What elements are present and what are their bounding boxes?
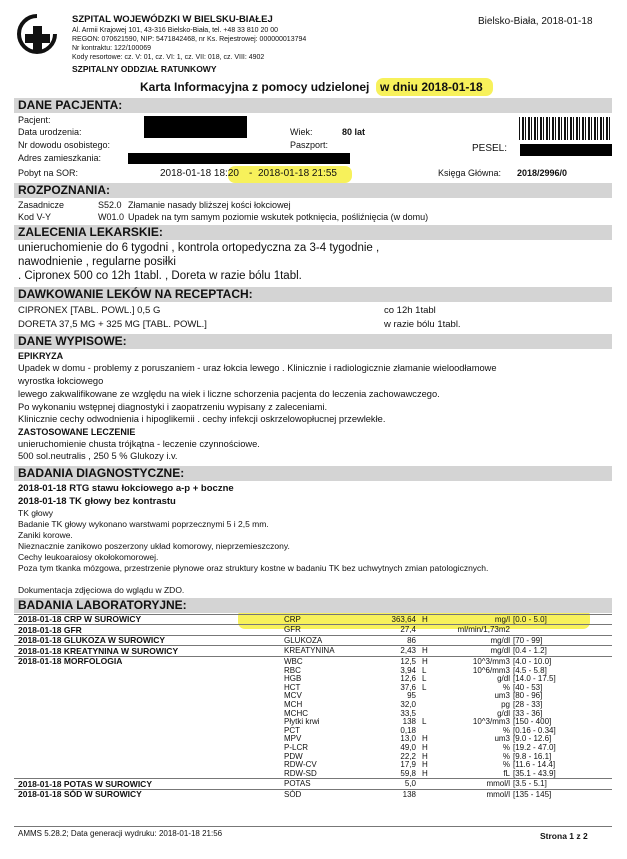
section-discharge: DANE WYPISOWE: <box>14 334 612 349</box>
document-date: w dniu 2018-01-18 <box>380 80 483 94</box>
lab-value: 27,4 <box>400 625 416 635</box>
epicrisis-line: wyrostka łokciowego <box>18 376 104 386</box>
lab-unit: 10^6/mm3 <box>472 665 510 675</box>
hospital-name: SZPITAL WOJEWÓDZKI W BIELSKU-BIAŁEJ <box>72 14 273 25</box>
lab-range: [40 - 53] <box>513 682 543 692</box>
lab-range: [35.1 - 43.9] <box>513 768 556 778</box>
lab-param-name: GFR <box>284 625 301 635</box>
exam-line: Badanie TK głowy wykonano warstwami poprzecznymi 5 i 2,5 mm. <box>18 519 269 529</box>
lab-flag: H <box>422 734 428 744</box>
lab-value: 363,64 <box>391 614 416 624</box>
lab-param-name: SÓD <box>284 789 302 799</box>
address-label: Adres zamieszkania: <box>18 153 102 163</box>
lab-unit: um3 <box>494 734 510 744</box>
lab-range: [11.6 - 14.4] <box>513 760 556 770</box>
lab-range: [0.16 - 0.34] <box>513 725 556 735</box>
section-patient: DANE PACJENTA: <box>14 98 612 113</box>
lab-flag: L <box>422 682 427 692</box>
passport-label: Paszport: <box>290 140 329 150</box>
city-date: Bielsko-Biała, 2018-01-18 <box>478 16 593 27</box>
redacted-block <box>128 153 350 164</box>
lab-param-name: HGB <box>284 674 302 684</box>
lab-unit: % <box>502 760 510 770</box>
section-diagnosis: ROZPOZNANIA: <box>14 183 612 198</box>
section-diagnostics: BADANIA DIAGNOSTYCZNE: <box>14 466 612 481</box>
lab-flag: L <box>422 717 427 727</box>
lab-test-title: 2018-01-18 GFR <box>18 624 82 635</box>
lab-unit: mg/l <box>494 614 510 624</box>
lab-flag: H <box>422 768 428 778</box>
lab-unit: % <box>502 682 510 692</box>
lab-param-name: CRP <box>284 614 301 624</box>
recommendation-line: . Cipronex 500 co 12h 1tabl. , Doreta w razie bólu 1tabl. <box>18 270 302 282</box>
lab-param-name: PCT <box>284 725 300 735</box>
lab-flag: H <box>422 656 428 666</box>
diagnosis-label: Kod V-Y <box>18 212 52 222</box>
document-title: Karta Informacyjna z pomocy udzielonej <box>140 80 370 94</box>
lab-flag: L <box>422 665 427 675</box>
lab-range: [3.5 - 5.1] <box>513 779 547 789</box>
lab-flag: H <box>422 742 428 752</box>
lab-value: 12,6 <box>400 674 416 684</box>
lab-value: 0,18 <box>400 725 416 735</box>
lab-unit: mg/dl <box>490 635 510 645</box>
lab-test-title: 2018-01-18 POTAS W SUROWICY <box>18 778 152 789</box>
pesel-label: PESEL: <box>472 143 508 154</box>
lab-value: 2,43 <box>400 646 416 656</box>
lab-range: [33 - 36] <box>513 708 543 718</box>
lab-value: 5,0 <box>404 779 416 789</box>
lab-value: 32,0 <box>400 699 416 709</box>
footer-page: Strona 1 z 2 <box>540 831 588 841</box>
lab-range: [80 - 96] <box>513 691 543 701</box>
lab-param-name: POTAS <box>284 779 311 789</box>
lab-value: 138 <box>402 789 416 799</box>
exam-line: Nieznacznie zanikowo poszerzony układ komorowy, nieprzemieszczony. <box>18 541 290 551</box>
lab-value: 86 <box>407 635 416 645</box>
lab-unit: ml/min/1,73m2 <box>457 625 510 635</box>
epicrisis-line: Klinicznie cechy odwodnienia i hipoglikemii . cechy infekcji oskrzelowopłucnej przewlekłe. <box>18 414 386 424</box>
book-value: 2018/2996/0 <box>517 168 568 178</box>
lab-param-name: GLUKOZA <box>284 635 323 645</box>
dosage-drug: DORETA 37,5 MG + 325 MG [TABL. POWL.] <box>18 319 207 330</box>
epicrisis-line: Upadek w domu - problemy z poruszaniem - uraz łokcia lewego . Klinicznie i radiologicznie złamanie wieloodłamowe <box>18 363 497 373</box>
lab-value: 17,9 <box>400 760 416 770</box>
lab-value: 59,8 <box>400 768 416 778</box>
lab-range: [150 - 400] <box>513 717 552 727</box>
epicrisis-line: Po wykonaniu wstępnej diagnostyki i zaopatrzeniu wypisany z zaleceniami. <box>18 402 328 412</box>
lab-unit: 10^3/mm3 <box>472 656 510 666</box>
lab-test-title: 2018-01-18 KREATYNINA W SUROWICY <box>18 645 179 656</box>
lab-range: [9.8 - 16.1] <box>513 751 552 761</box>
hospital-address: Al. Armii Krajowej 101, 43-316 Bielsko-Biała, tel. +48 33 810 20 00 <box>72 27 279 34</box>
lab-value: 22,2 <box>400 751 416 761</box>
lab-flag: H <box>422 646 428 656</box>
department-name: SZPITALNY ODDZIAŁ RATUNKOWY <box>72 64 217 74</box>
stay-to: 2018-01-18 21:55 <box>258 168 337 179</box>
lab-param-name: PDW <box>284 751 303 761</box>
barcode-icon <box>519 117 611 140</box>
lab-value: 3,94 <box>400 665 416 675</box>
exam-line: Cechy leukoaraiosy okołokomorowej. <box>18 552 159 562</box>
lab-range: [0.4 - 1.2] <box>513 646 547 656</box>
hospital-regon: REGON: 070621590, NIP: 5471842468, nr Ks. Rejestrowej: 000000013794 <box>72 36 307 43</box>
lab-unit: % <box>502 751 510 761</box>
lab-param-name: P-LCR <box>284 742 309 752</box>
epicrisis-title: EPIKRYZA <box>18 351 64 361</box>
lab-unit: % <box>502 725 510 735</box>
lab-param-name: WBC <box>284 656 303 666</box>
stay-from: 2018-01-18 18:20 <box>160 168 239 179</box>
hospital-logo <box>16 13 58 55</box>
lab-flag: H <box>422 751 428 761</box>
lab-range: [4.5 - 5.8] <box>513 665 547 675</box>
hospital-codes: Kody resortowe: cz. V: 01, cz. VI: 1, cz. VII: 018, cz. VIII: 4902 <box>72 54 265 61</box>
exam-title: 2018-01-18 TK głowy bez kontrastu <box>18 496 176 507</box>
recommendation-line: unieruchomienie do 6 tygodni , kontrola ortopedyczna za 3-4 tygodnie , <box>18 242 380 254</box>
lab-unit: mmol/l <box>486 779 510 789</box>
recommendation-line: nawodnienie , regularne posiłki <box>18 256 176 268</box>
stay-label: Pobyt na SOR: <box>18 168 79 178</box>
section-recommendations: ZALECENIA LEKARSKIE: <box>14 225 612 240</box>
lab-param-name: MCH <box>284 699 303 709</box>
lab-test-title: 2018-01-18 GLUKOZA W SUROWICY <box>18 635 166 646</box>
section-dosage: DAWKOWANIE LEKÓW NA RECEPTACH: <box>14 287 612 302</box>
age-value: 80 lat <box>342 127 366 137</box>
book-label: Księga Główna: <box>438 168 502 178</box>
lab-range: [9.0 - 12.6] <box>513 734 552 744</box>
lab-unit: g/dl <box>497 708 510 718</box>
lab-range: [135 - 145] <box>513 789 552 799</box>
lab-value: 95 <box>407 691 416 701</box>
documentation-note: Dokumentacja zdjęciowa do wglądu w ZDO. <box>18 585 185 595</box>
exam-line: Poza tym tkanka mózgowa, przestrzenie płynowe oraz struktury kostne w badaniu TK bez uchwytnych zmian patologicznych. <box>18 563 489 573</box>
id-label: Nr dowodu osobistego: <box>18 140 111 150</box>
lab-value: 13,0 <box>400 734 416 744</box>
lab-param-name: HCT <box>284 682 301 692</box>
redacted-block <box>520 144 612 156</box>
lab-param-name: RBC <box>284 665 301 675</box>
lab-flag: H <box>422 614 428 624</box>
dosage-dose: co 12h 1tabl <box>384 305 436 316</box>
lab-value: 49,0 <box>400 742 416 752</box>
lab-param-name: MCHC <box>284 708 308 718</box>
lab-unit: mg/dl <box>490 646 510 656</box>
treatment-title: ZASTOSOWANE LECZENIE <box>18 427 136 437</box>
lab-range: [19.2 - 47.0] <box>513 742 556 752</box>
lab-param-name: MPV <box>284 734 302 744</box>
exam-line: Zaniki korowe. <box>18 530 73 540</box>
lab-range: [0.0 - 5.0] <box>513 614 547 624</box>
lab-value: 138 <box>402 717 416 727</box>
lab-range: [4.0 - 10.0] <box>513 656 552 666</box>
dosage-drug: CIPRONEX [TABL. POWL.] 0,5 G <box>18 305 161 316</box>
dob-label: Data urodzenia: <box>18 127 82 137</box>
footer-left: AMMS 5.28.2; Data generacji wydruku: 2018-01-18 21:56 <box>18 829 223 838</box>
lab-param-name: KREATYNINA <box>284 646 335 656</box>
patient-label: Pacjent: <box>18 115 51 125</box>
lab-range: [28 - 33] <box>513 699 543 709</box>
lab-test-title: 2018-01-18 MORFOLOGIA <box>18 656 123 667</box>
exam-line: TK głowy <box>18 508 53 518</box>
lab-test-title: 2018-01-18 SÓD W SUROWICY <box>18 789 142 800</box>
lab-value: 37,6 <box>400 682 416 692</box>
hospital-contract: Nr kontraktu: 122/100069 <box>72 45 151 52</box>
lab-unit: fL <box>503 768 510 778</box>
diagnosis-label: Zasadnicze <box>18 200 65 210</box>
treatment-line: 500 sol.neutralis , 250 5 % Glukozy i.v. <box>18 451 178 461</box>
lab-unit: % <box>502 742 510 752</box>
lab-test-title: 2018-01-18 CRP W SUROWICY <box>18 614 142 624</box>
section-lab: BADANIA LABORATORYJNE: <box>14 598 612 613</box>
exam-title: 2018-01-18 RTG stawu łokciowego a-p + boczne <box>18 483 234 494</box>
lab-param-name: Płytki krwi <box>284 717 320 727</box>
cross-logo-icon <box>16 13 58 55</box>
lab-value: 12,5 <box>400 656 416 666</box>
lab-unit: 10^3/mm3 <box>472 717 510 727</box>
lab-param-name: RDW-CV <box>284 760 317 770</box>
lab-unit: g/dl <box>497 674 510 684</box>
redacted-block <box>144 116 247 138</box>
diagnosis-code: S52.0 <box>98 200 122 210</box>
age-label: Wiek: <box>290 127 313 137</box>
lab-unit: pg <box>501 699 510 709</box>
diagnosis-code: W01.0 <box>98 212 125 222</box>
lab-range: [70 - 99] <box>513 635 543 645</box>
diagnosis-text: Złamanie nasady bliższej kości łokciowej <box>128 200 291 210</box>
lab-flag: H <box>422 760 428 770</box>
lab-flag: L <box>422 674 427 684</box>
dosage-dose: w razie bólu 1tabl. <box>384 319 461 330</box>
lab-row-divider <box>14 624 612 625</box>
lab-unit: um3 <box>494 691 510 701</box>
lab-unit: mmol/l <box>486 789 510 799</box>
diagnosis-text: Upadek na tym samym poziomie wskutek potknięcia, pośliźnięcia (w domu) <box>128 212 429 222</box>
lab-param-name: RDW-SD <box>284 768 317 778</box>
lab-value: 33,5 <box>400 708 416 718</box>
epicrisis-line: lewego zakwalifikowane ze względu na wiek i liczne schorzenia pacjenta do leczenia zachowawczego. <box>18 389 440 399</box>
treatment-line: unieruchomienie chusta trójkątna - leczenie czynnościowe. <box>18 439 260 449</box>
lab-range: [14.0 - 17.5] <box>513 674 556 684</box>
lab-param-name: MCV <box>284 691 302 701</box>
footer-divider <box>14 826 612 827</box>
stay-dash: - <box>249 168 253 179</box>
